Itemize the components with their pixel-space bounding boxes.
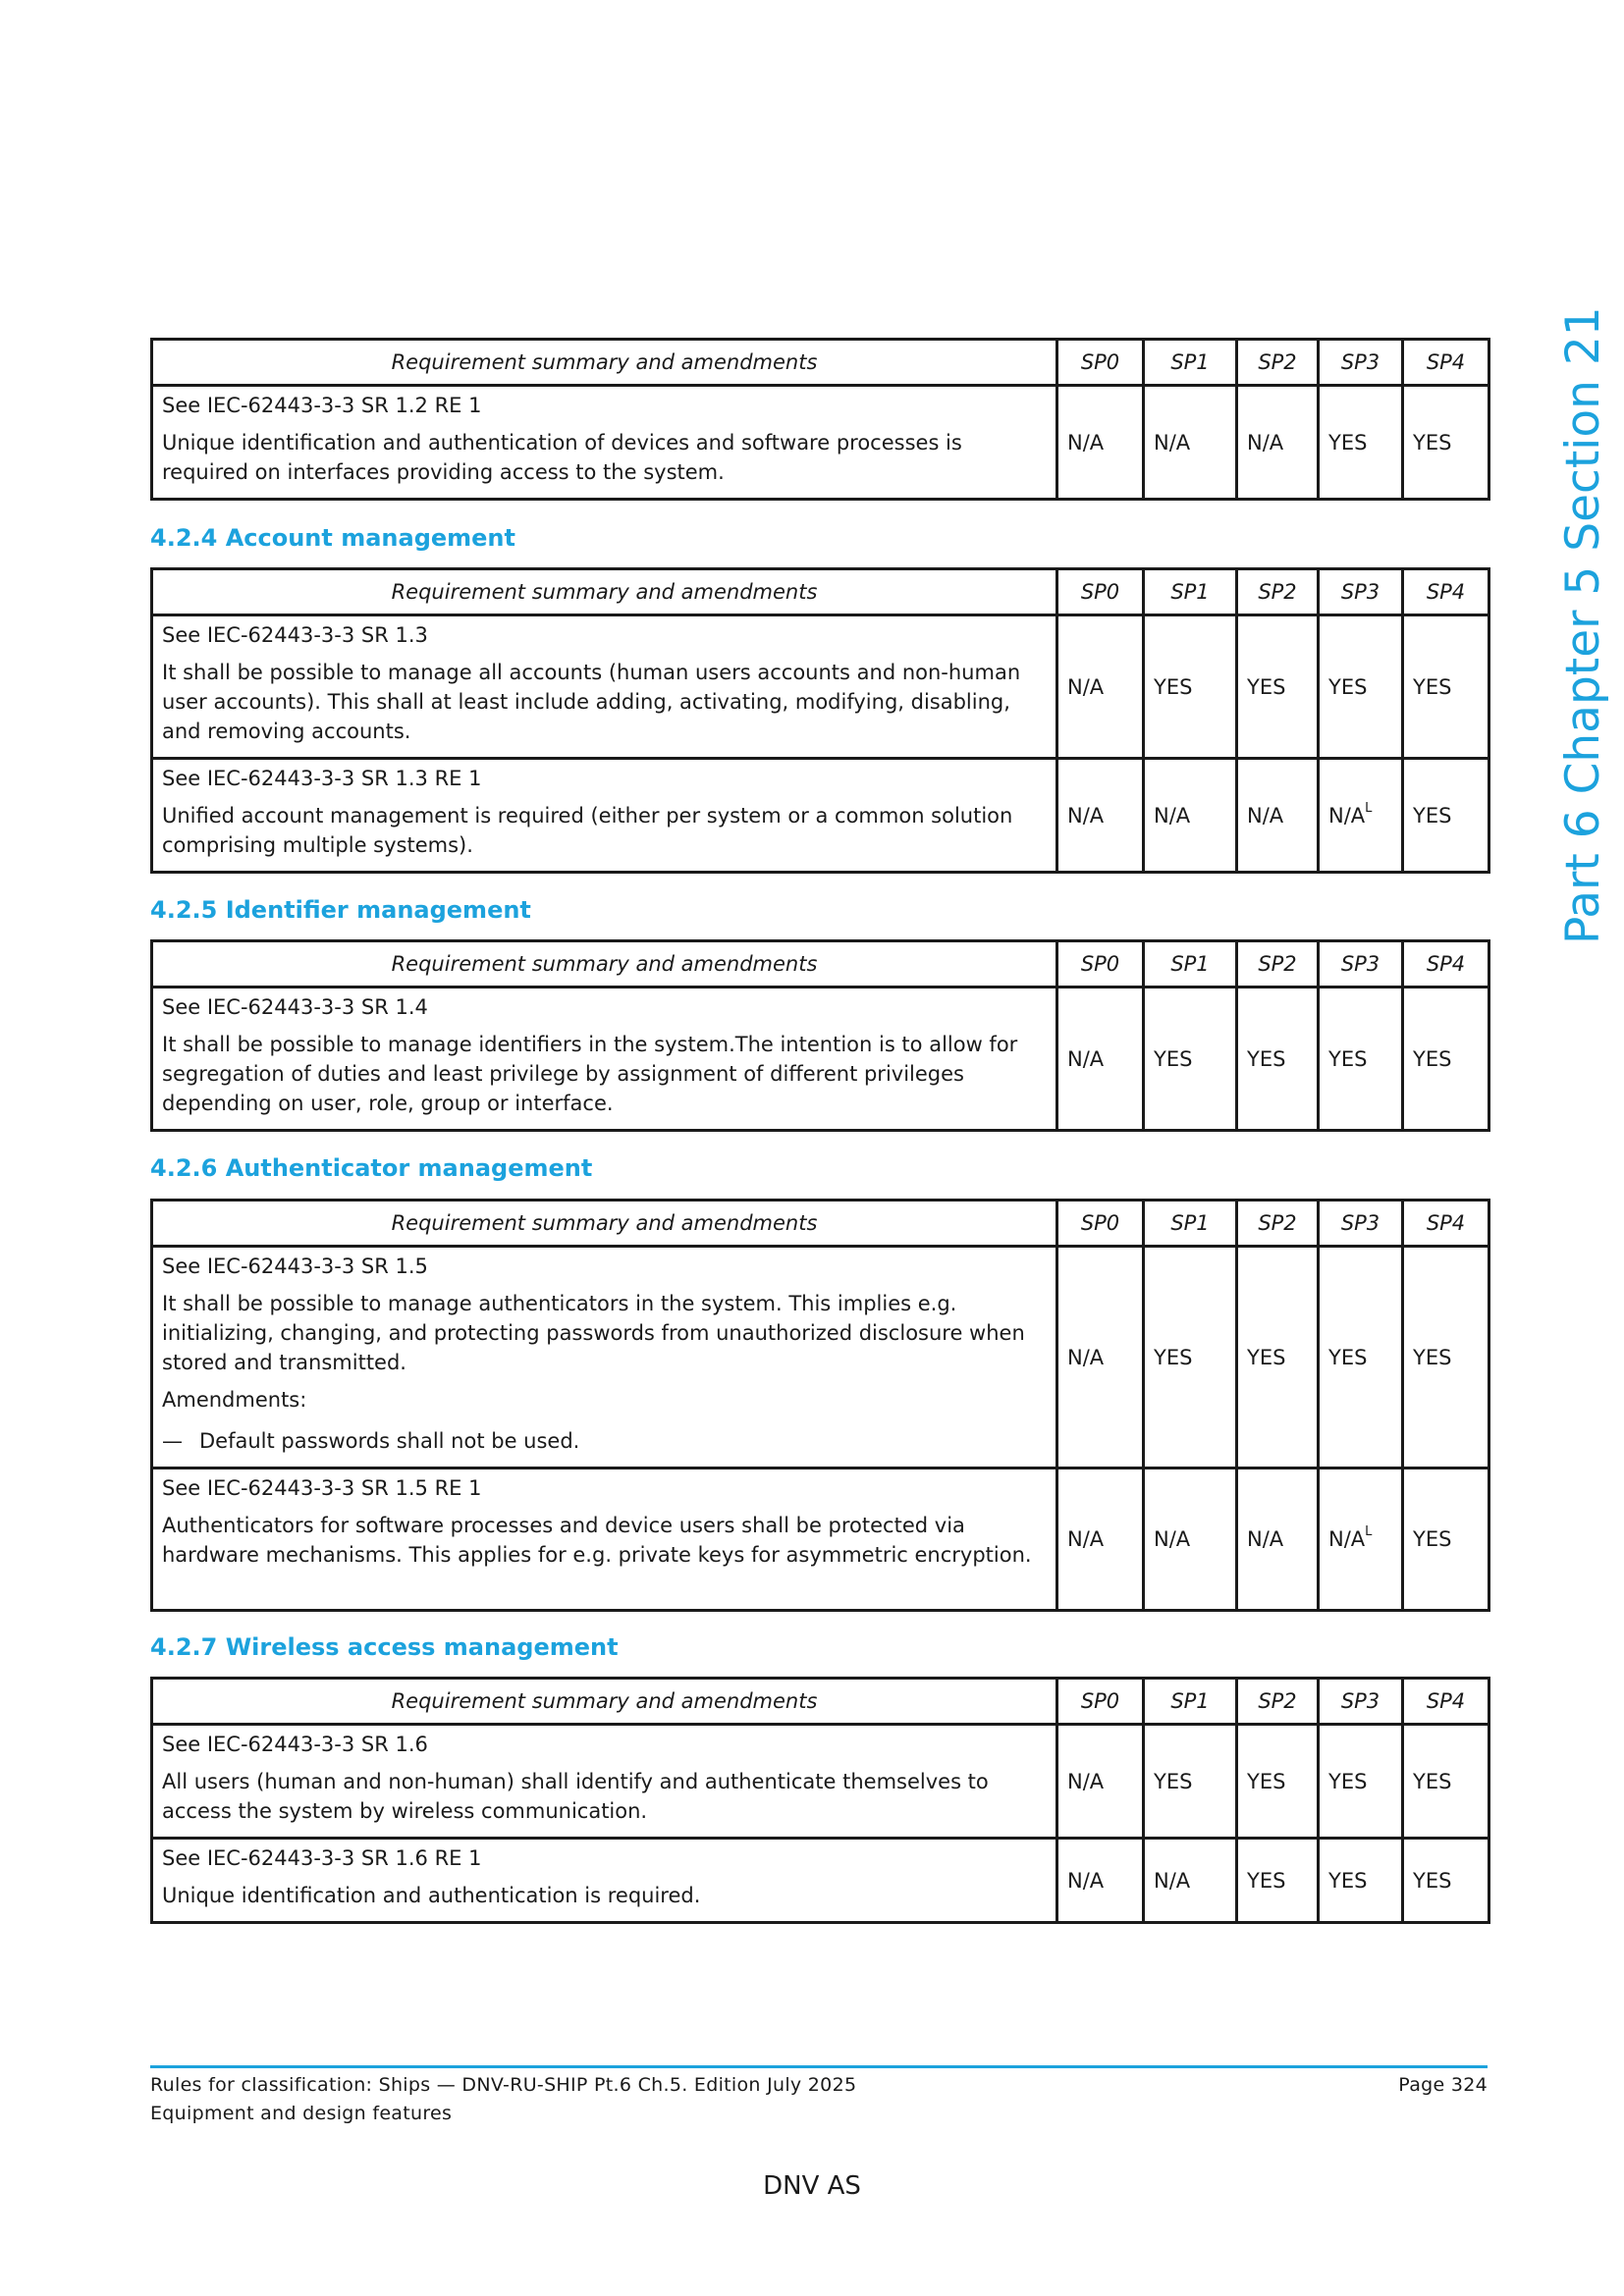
header-summary: Requirement summary and amendments — [152, 569, 1057, 615]
requirement-reference: See IEC-62443-3-3 SR 1.2 RE 1 — [162, 394, 482, 417]
footer-rules-line: Rules for classification: Ships — DNV-RU-SHIP Pt.6 Ch.5. Edition July 2025 — [150, 2074, 857, 2096]
sp3-value: YES — [1319, 1725, 1403, 1839]
table-header-row — [152, 1201, 1489, 1247]
sp2-value: YES — [1237, 1839, 1319, 1923]
header-sp2: SP2 — [1237, 1679, 1319, 1725]
table-row — [152, 386, 1489, 500]
requirements-table-account-management — [150, 567, 1490, 874]
requirement-text: It shall be possible to manage authenticators in the system. This implies e.g. initializing, changing, and protecting passwords from unauthorized disclosure when stored and transmitted. — [162, 1292, 1025, 1374]
footer-divider — [150, 2065, 1488, 2068]
table-row — [152, 759, 1489, 873]
table-row — [152, 615, 1489, 759]
sp0-value: N/A — [1057, 759, 1144, 873]
header-sp0: SP0 — [1057, 941, 1144, 988]
header-sp2: SP2 — [1237, 569, 1319, 615]
sp4-value: YES — [1403, 1468, 1489, 1611]
header-sp2: SP2 — [1237, 340, 1319, 386]
sp2-value: YES — [1237, 988, 1319, 1131]
requirement-text: Unique identification and authentication of devices and software processes is required on interfaces providing access to the system. — [162, 431, 962, 484]
sp0-value: N/A — [1057, 1247, 1144, 1468]
header-sp3: SP3 — [1319, 941, 1403, 988]
sp3-value: YES — [1319, 988, 1403, 1131]
sp1-value: YES — [1144, 1725, 1237, 1839]
header-sp3: SP3 — [1319, 569, 1403, 615]
sp2-value: N/A — [1237, 386, 1319, 500]
header-sp3: SP3 — [1319, 340, 1403, 386]
header-sp1: SP1 — [1144, 1679, 1237, 1725]
requirement-reference: See IEC-62443-3-3 SR 1.5 — [162, 1255, 428, 1278]
section-heading-4-2-4: 4.2.4 Account management — [150, 524, 515, 552]
organization-name: DNV AS — [763, 2171, 861, 2201]
local-marker: L — [1365, 800, 1373, 816]
local-marker: L — [1365, 1524, 1373, 1539]
header-summary: Requirement summary and amendments — [152, 941, 1057, 988]
header-sp4: SP4 — [1403, 340, 1489, 386]
table-row — [152, 1468, 1489, 1611]
header-summary: Requirement summary and amendments — [152, 1679, 1057, 1725]
table-row — [152, 1839, 1489, 1923]
side-section-label: Part 6 Chapter 5 Section 21 — [1556, 306, 1610, 944]
table-row — [152, 1247, 1489, 1468]
table-row — [152, 988, 1489, 1131]
requirement-reference: See IEC-62443-3-3 SR 1.4 — [162, 995, 428, 1019]
section-heading-4-2-5: 4.2.5 Identifier management — [150, 896, 531, 924]
requirement-reference: See IEC-62443-3-3 SR 1.3 — [162, 623, 428, 647]
table-row — [152, 1725, 1489, 1839]
header-summary: Requirement summary and amendments — [152, 1201, 1057, 1247]
sp0-value: N/A — [1057, 1839, 1144, 1923]
sp4-value: YES — [1403, 988, 1489, 1131]
header-sp4: SP4 — [1403, 1679, 1489, 1725]
sp3-value: YES — [1319, 615, 1403, 759]
amendment-text: Default passwords shall not be used. — [199, 1429, 580, 1453]
requirement-cell — [152, 1725, 1057, 1839]
requirement-cell — [152, 615, 1057, 759]
sp1-value: YES — [1144, 1247, 1237, 1468]
header-sp0: SP0 — [1057, 1679, 1144, 1725]
sp2-value: YES — [1237, 1725, 1319, 1839]
sp0-value: N/A — [1057, 988, 1144, 1131]
header-summary: Requirement summary and amendments — [152, 340, 1057, 386]
sp0-value: N/A — [1057, 386, 1144, 500]
sp1-value: YES — [1144, 615, 1237, 759]
sp1-value: N/A — [1144, 1468, 1237, 1611]
footer-subtitle: Equipment and design features — [150, 2103, 453, 2124]
header-sp3: SP3 — [1319, 1201, 1403, 1247]
sp2-value: YES — [1237, 615, 1319, 759]
header-sp0: SP0 — [1057, 340, 1144, 386]
sp2-value: YES — [1237, 1247, 1319, 1468]
sp4-value: YES — [1403, 386, 1489, 500]
header-sp4: SP4 — [1403, 569, 1489, 615]
header-sp2: SP2 — [1237, 941, 1319, 988]
page-number: Page 324 — [1398, 2074, 1488, 2096]
requirement-text: It shall be possible to manage all accounts (human users accounts and non-human user accounts). This shall at least include adding, activating, modifying, disabling, and removing accounts. — [162, 661, 1021, 743]
header-sp4: SP4 — [1403, 1201, 1489, 1247]
requirement-cell — [152, 1839, 1057, 1923]
sp4-value: YES — [1403, 1247, 1489, 1468]
requirement-cell — [152, 988, 1057, 1131]
section-heading-4-2-6: 4.2.6 Authenticator management — [150, 1154, 593, 1182]
sp1-value: N/A — [1144, 1839, 1237, 1923]
header-sp1: SP1 — [1144, 1201, 1237, 1247]
requirement-cell — [152, 1468, 1057, 1611]
sp4-value: YES — [1403, 615, 1489, 759]
section-heading-4-2-7: 4.2.7 Wireless access management — [150, 1633, 619, 1661]
requirement-reference: See IEC-62443-3-3 SR 1.6 — [162, 1733, 428, 1756]
table-header-row — [152, 941, 1489, 988]
sp4-value: YES — [1403, 759, 1489, 873]
requirement-text: It shall be possible to manage identifiers in the system.The intention is to allow for segregation of duties and least privilege by assignment of different privileges depending on user, role, group or interface. — [162, 1033, 1018, 1115]
table-header-row — [152, 1679, 1489, 1725]
amendments-label: Amendments: — [162, 1388, 307, 1412]
requirements-table-wireless-access — [150, 1677, 1490, 1924]
requirements-table-identifier-management — [150, 939, 1490, 1132]
sp3-value: YES — [1319, 1247, 1403, 1468]
sp1-value: N/A — [1144, 386, 1237, 500]
sp2-value: N/A — [1237, 759, 1319, 873]
requirement-cell — [152, 386, 1057, 500]
sp0-value: N/A — [1057, 615, 1144, 759]
sp0-value: N/A — [1057, 1468, 1144, 1611]
header-sp1: SP1 — [1144, 569, 1237, 615]
header-sp1: SP1 — [1144, 941, 1237, 988]
sp3-value: YES — [1319, 1839, 1403, 1923]
requirement-reference: See IEC-62443-3-3 SR 1.6 RE 1 — [162, 1846, 482, 1870]
sp2-value: N/A — [1237, 1468, 1319, 1611]
requirement-text: All users (human and non-human) shall identify and authenticate themselves to access the system by wireless communication. — [162, 1770, 989, 1823]
sp3-value — [1319, 759, 1403, 873]
sp0-value: N/A — [1057, 1725, 1144, 1839]
requirement-cell — [152, 1247, 1057, 1468]
amendment-item — [162, 1426, 1047, 1456]
header-sp4: SP4 — [1403, 941, 1489, 988]
header-sp0: SP0 — [1057, 569, 1144, 615]
requirements-table-sr-1-2 — [150, 338, 1490, 501]
sp1-value: N/A — [1144, 759, 1237, 873]
sp3-value — [1319, 1468, 1403, 1611]
sp1-value: YES — [1144, 988, 1237, 1131]
sp4-value: YES — [1403, 1839, 1489, 1923]
header-sp1: SP1 — [1144, 340, 1237, 386]
requirements-table-authenticator-management — [150, 1199, 1490, 1612]
requirement-text: Unified account management is required (either per system or a common solution comprising multiple systems). — [162, 804, 1013, 857]
table-header-row — [152, 569, 1489, 615]
header-sp2: SP2 — [1237, 1201, 1319, 1247]
sp3-value-text: N/A — [1328, 803, 1366, 828]
amendment-dash: — — [162, 1429, 183, 1453]
requirement-reference: See IEC-62443-3-3 SR 1.5 RE 1 — [162, 1476, 482, 1500]
sp4-value: YES — [1403, 1725, 1489, 1839]
requirement-text: Unique identification and authentication is required. — [162, 1884, 701, 1907]
requirement-text: Authenticators for software processes and device users shall be protected via hardware mechanisms. This applies for e.g. private keys for asymmetric encryption. — [162, 1514, 1032, 1567]
header-sp3: SP3 — [1319, 1679, 1403, 1725]
header-sp0: SP0 — [1057, 1201, 1144, 1247]
sp3-value-text: N/A — [1328, 1527, 1366, 1551]
sp3-value: YES — [1319, 386, 1403, 500]
requirement-cell — [152, 759, 1057, 873]
table-header-row — [152, 340, 1489, 386]
requirement-reference: See IEC-62443-3-3 SR 1.3 RE 1 — [162, 767, 482, 790]
